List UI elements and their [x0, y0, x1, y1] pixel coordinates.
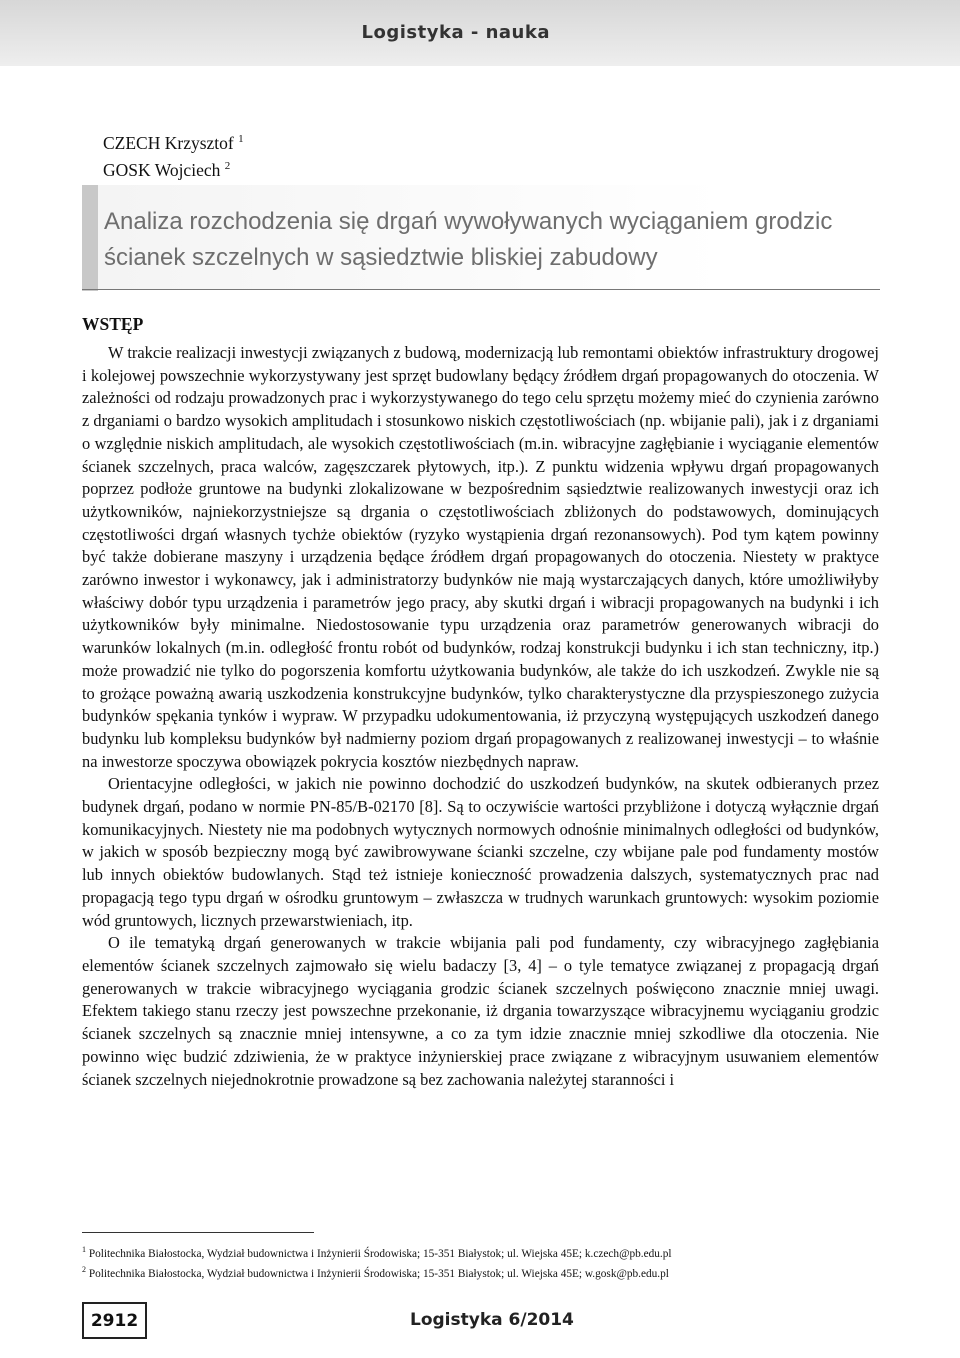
paragraph: O ile tematyką drgań generowanych w trakcie wbijania pali pod fundamenty, czy wibracyjnego zagłębiania elementów ścianek szczelnych zajmowało się wielu badaczy [3, 4] – o tyle tematyce związanej z propagacją drgań generowanych w trakcie wibracyjnego wyciągania grodzic ścianek szczelnych poświęcono znacznie mniej uwagi. Efektem takiego stanu rzeczy jest powszechne przekonanie, iż drgania towarzyszące wibracyjnemu wyciąganiu grodzic ścianek szczelnych są znacznie mniej intensywne, a co za tym idzie znacznie mniej szkodliwe dla otoczenia. Nie powinno więc budzić zdziwienia, że w praktyce inżynierskiej prace związane z wibracyjnym usuwaniem elementów ścianek szczelnych niejednokrotnie prowadzone są bez zachowania należytej staranności i: [82, 933, 879, 1089]
footnote-sup: 1: [82, 1245, 86, 1254]
section-header: Logistyka - nauka: [361, 22, 550, 43]
author-2: [103, 155, 244, 182]
author-name: GOSK Wojciech: [103, 159, 221, 180]
page-number: 2912: [82, 1302, 147, 1339]
title-accent-block: [82, 185, 98, 291]
footnote-1: [82, 1242, 882, 1262]
title-line-2: ścianek szczelnych w sąsiedztwie bliskiej zabudowy: [104, 244, 658, 271]
footnote-divider: [82, 1232, 314, 1233]
author-sup: 1: [238, 133, 244, 145]
authors: [103, 128, 244, 182]
footnotes: [82, 1242, 882, 1283]
section-heading: WSTĘP: [82, 314, 144, 334]
paragraph: Orientacyjne odległości, w jakich nie powinno dochodzić do uszkodzeń budynków, na skutek odbieranych przez budynek drgań, podano w normie PN-85/B-02170 [8]. Są to oczywiście wartości przybliżone i dotyczą wyłącznie drgań komunikacyjnych. Niestety nie ma podobnych wytycznych normowych odnośnie minimalnych odległości od budynków, w jakich w sposób bezpieczny mogą być zawibrowywane ścianki szczelne, czy wbijane pale pod fundamenty mostów lub innych obiektów budowlanych. Stąd też istnieje konieczność prowadzenia dalszych, systematycznych prac nad propagacją tego typu drgań w ośrodku gruntowym – zwłaszcza w trudnych warunkach gruntowych: wysokim poziomie wód gruntowych, licznych przewarstwieniach, itp.: [82, 774, 879, 930]
author-1: [103, 128, 244, 155]
journal-footer: Logistyka 6/2014: [410, 1310, 574, 1330]
footnote-text: Politechnika Białostocka, Wydział budownictwa i Inżynierii Środowiska; 15-351 Białystok; ul. Wiejska 45E; w.gosk@pb.edu.pl: [88, 1268, 669, 1281]
paragraph: W trakcie realizacji inwestycji związanych z budową, modernizacją lub remontami obiektów infrastruktury drogowej i kolejowej powszechnie wykorzystywany jest sprzęt budowlany będący źródłem drgań propagowanych do otoczenia. W zależności od rodzaju prowadzonych prac i wykorzystywanego do tego celu sprzętu możemy mieć do czynienia zarówno z drganiami o bardzo wysokich amplitudach i stosunkowo niskich częstotliwościach (np. wbijanie pali), jak i z drganiami o względnie niskich amplitudach, ale wysokich częstotliwościach (m.in. wibracyjne zagłębianie i wyciąganie elementów ścianek szczelnych, praca walców, zagęszczarek płytowych, itp.). Z punktu widzenia wpływu drgań propagowanych poprzez podłoże gruntowe na budynki zlokalizowane w bezpośrednim sąsiedztwie realizowanych inwestycji oraz ich użytkowników, najniekorzystniejsze są drgania o częstotliwościach zbliżonych do podstawowych, dominujących częstotliwości drgań własnych tychże obiektów (ryzyko wystąpienia drgań rezonansowych). Pod tym kątem powinny być także dobierane maszyny i urządzenia będące źródłem drgań propagowanych do otoczenia. Niestety w praktyce zarówno inwestor i wykonawcy, jak i administratorzy budynków nie mają wystarczających danych, które umożliwiłyby właściwy dobór typu urządzenia i parametrów jego pracy, aby skutki drgań i wibracji propagowanych na budynki i ich użytkowników były minimalne. Niedostosowanie typu urządzenia oraz parametrów generowanych wibracji do warunków lokalnych (m.in. odległość frontu robót od budynków, rodzaj konstrukcji budynku i ich stan techniczny, itp.) może prowadzić nie tylko do pogorszenia komfortu użytkowania budynków, ale także do ich uszkodzeń. Zwykle nie są to grożące poważną awarią uszkodzenia konstrukcyjne budynków, tylko charakterystyczne dla przyspieszonego zużycia budynków spękania tynków i wypraw. W przypadku udokumentowania, iż przyczyną występujących uszkodzeń danego budynku lub kompleksu budynków był nadmierny poziom drgań propagowanych z realizowanej inwestycji – to właśnie na inwestorze spoczywa obowiązek pokrycia kosztów niezbędnych napraw.: [82, 343, 879, 771]
title-divider: [82, 289, 880, 290]
footnote-text: Politechnika Białostocka, Wydział budownictwa i Inżynierii Środowiska; 15-351 Białystok; ul. Wiejska 45E; k.czech@pb.edu.pl: [88, 1247, 672, 1260]
author-sup: 2: [224, 159, 231, 172]
article-title: [104, 204, 874, 276]
title-line-1: Analiza rozchodzenia się drgań wywoływanych wyciąganiem grodzic: [104, 208, 833, 235]
footnote-sup: 2: [82, 1265, 86, 1275]
footnote-2: [82, 1262, 882, 1282]
body-text: [82, 342, 879, 1091]
author-name: CZECH Krzysztof: [103, 132, 234, 153]
